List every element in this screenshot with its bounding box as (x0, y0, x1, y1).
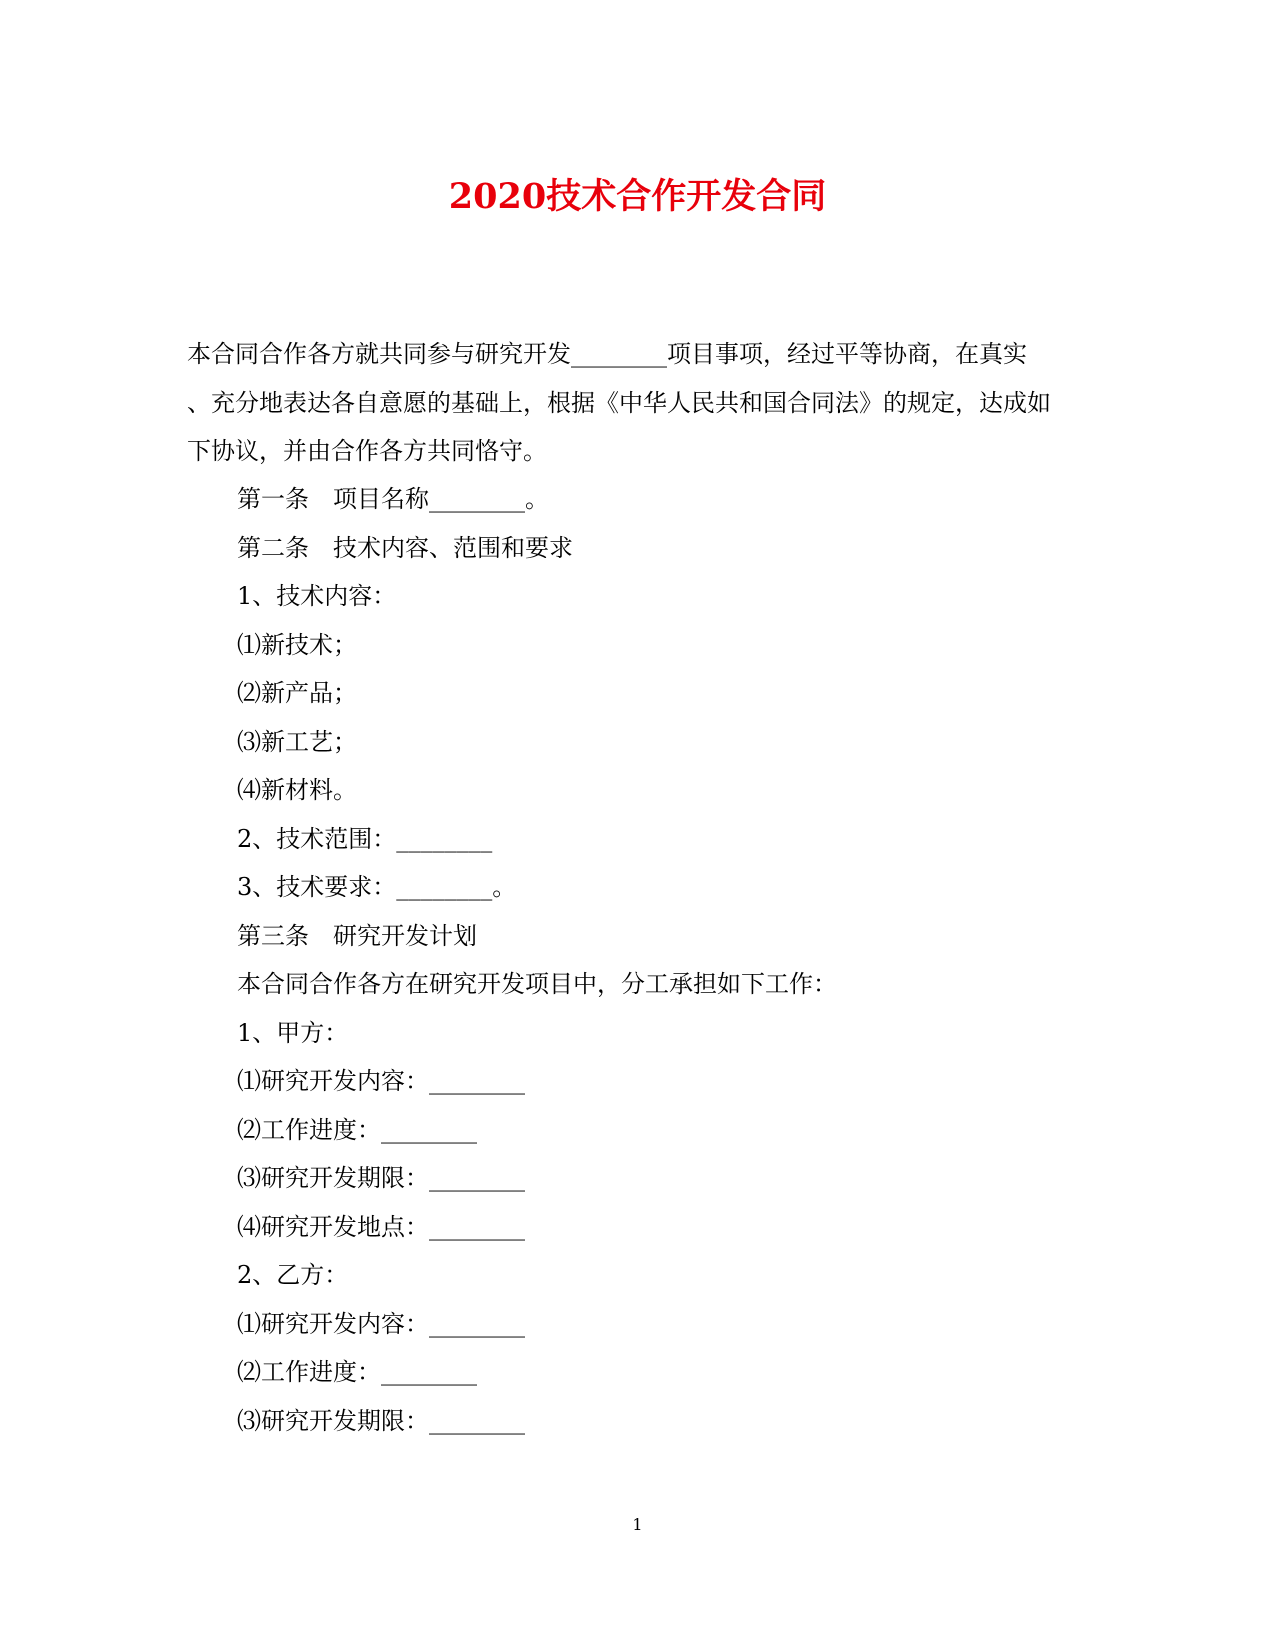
clause-line: ⑵工作进度：________ (237, 1358, 477, 1386)
clause-line: ⑴研究开发内容：________ (237, 1067, 525, 1095)
clause-line: ⑴研究开发内容：________ (237, 1309, 525, 1338)
clause-line: 1、技术内容： (237, 582, 397, 610)
clause-line: ⑶新工艺； (237, 727, 357, 756)
clause-line: 3、技术要求：________。 (237, 873, 517, 901)
clause-line: 2、技术范围：________ (237, 824, 493, 853)
contract-clauses (237, 475, 1087, 1445)
clause-line: ⑷新材料。 (237, 776, 357, 804)
clause-line: ⑵新产品； (237, 679, 357, 707)
intro-paragraph (187, 330, 1087, 476)
document-title: 2020技术合作开发合同 (448, 176, 827, 217)
clause-line: ⑴新技术； (237, 630, 357, 659)
clause-line: 第二条 技术内容、范围和要求 (237, 533, 573, 562)
clause-line: 本合同合作各方在研究开发项目中，分工承担如下工作： (237, 970, 837, 998)
clause-line: 第一条 项目名称________。 (237, 485, 549, 513)
clause-line: 第三条 研究开发计划 (237, 921, 477, 950)
clause-line: ⑶研究开发期限：________ (237, 1164, 525, 1192)
intro-line: 下协议，并由合作各方共同恪守。 (187, 437, 547, 465)
clause-line: ⑶研究开发期限：________ (237, 1406, 525, 1435)
clause-line: 2、乙方： (237, 1261, 349, 1289)
intro-line: 、充分地表达各自意愿的基础上，根据《中华人民共和国合同法》的规定，达成如 (187, 388, 1051, 417)
clause-line: ⑵工作进度：________ (237, 1115, 477, 1144)
clause-line: 1、甲方： (237, 1018, 349, 1047)
page-number: 1 (632, 1515, 643, 1534)
clause-line: ⑷研究开发地点：________ (237, 1212, 525, 1241)
intro-line: 本合同合作各方就共同参与研究开发________项目事项，经过平等协商，在真实 (187, 340, 1027, 368)
